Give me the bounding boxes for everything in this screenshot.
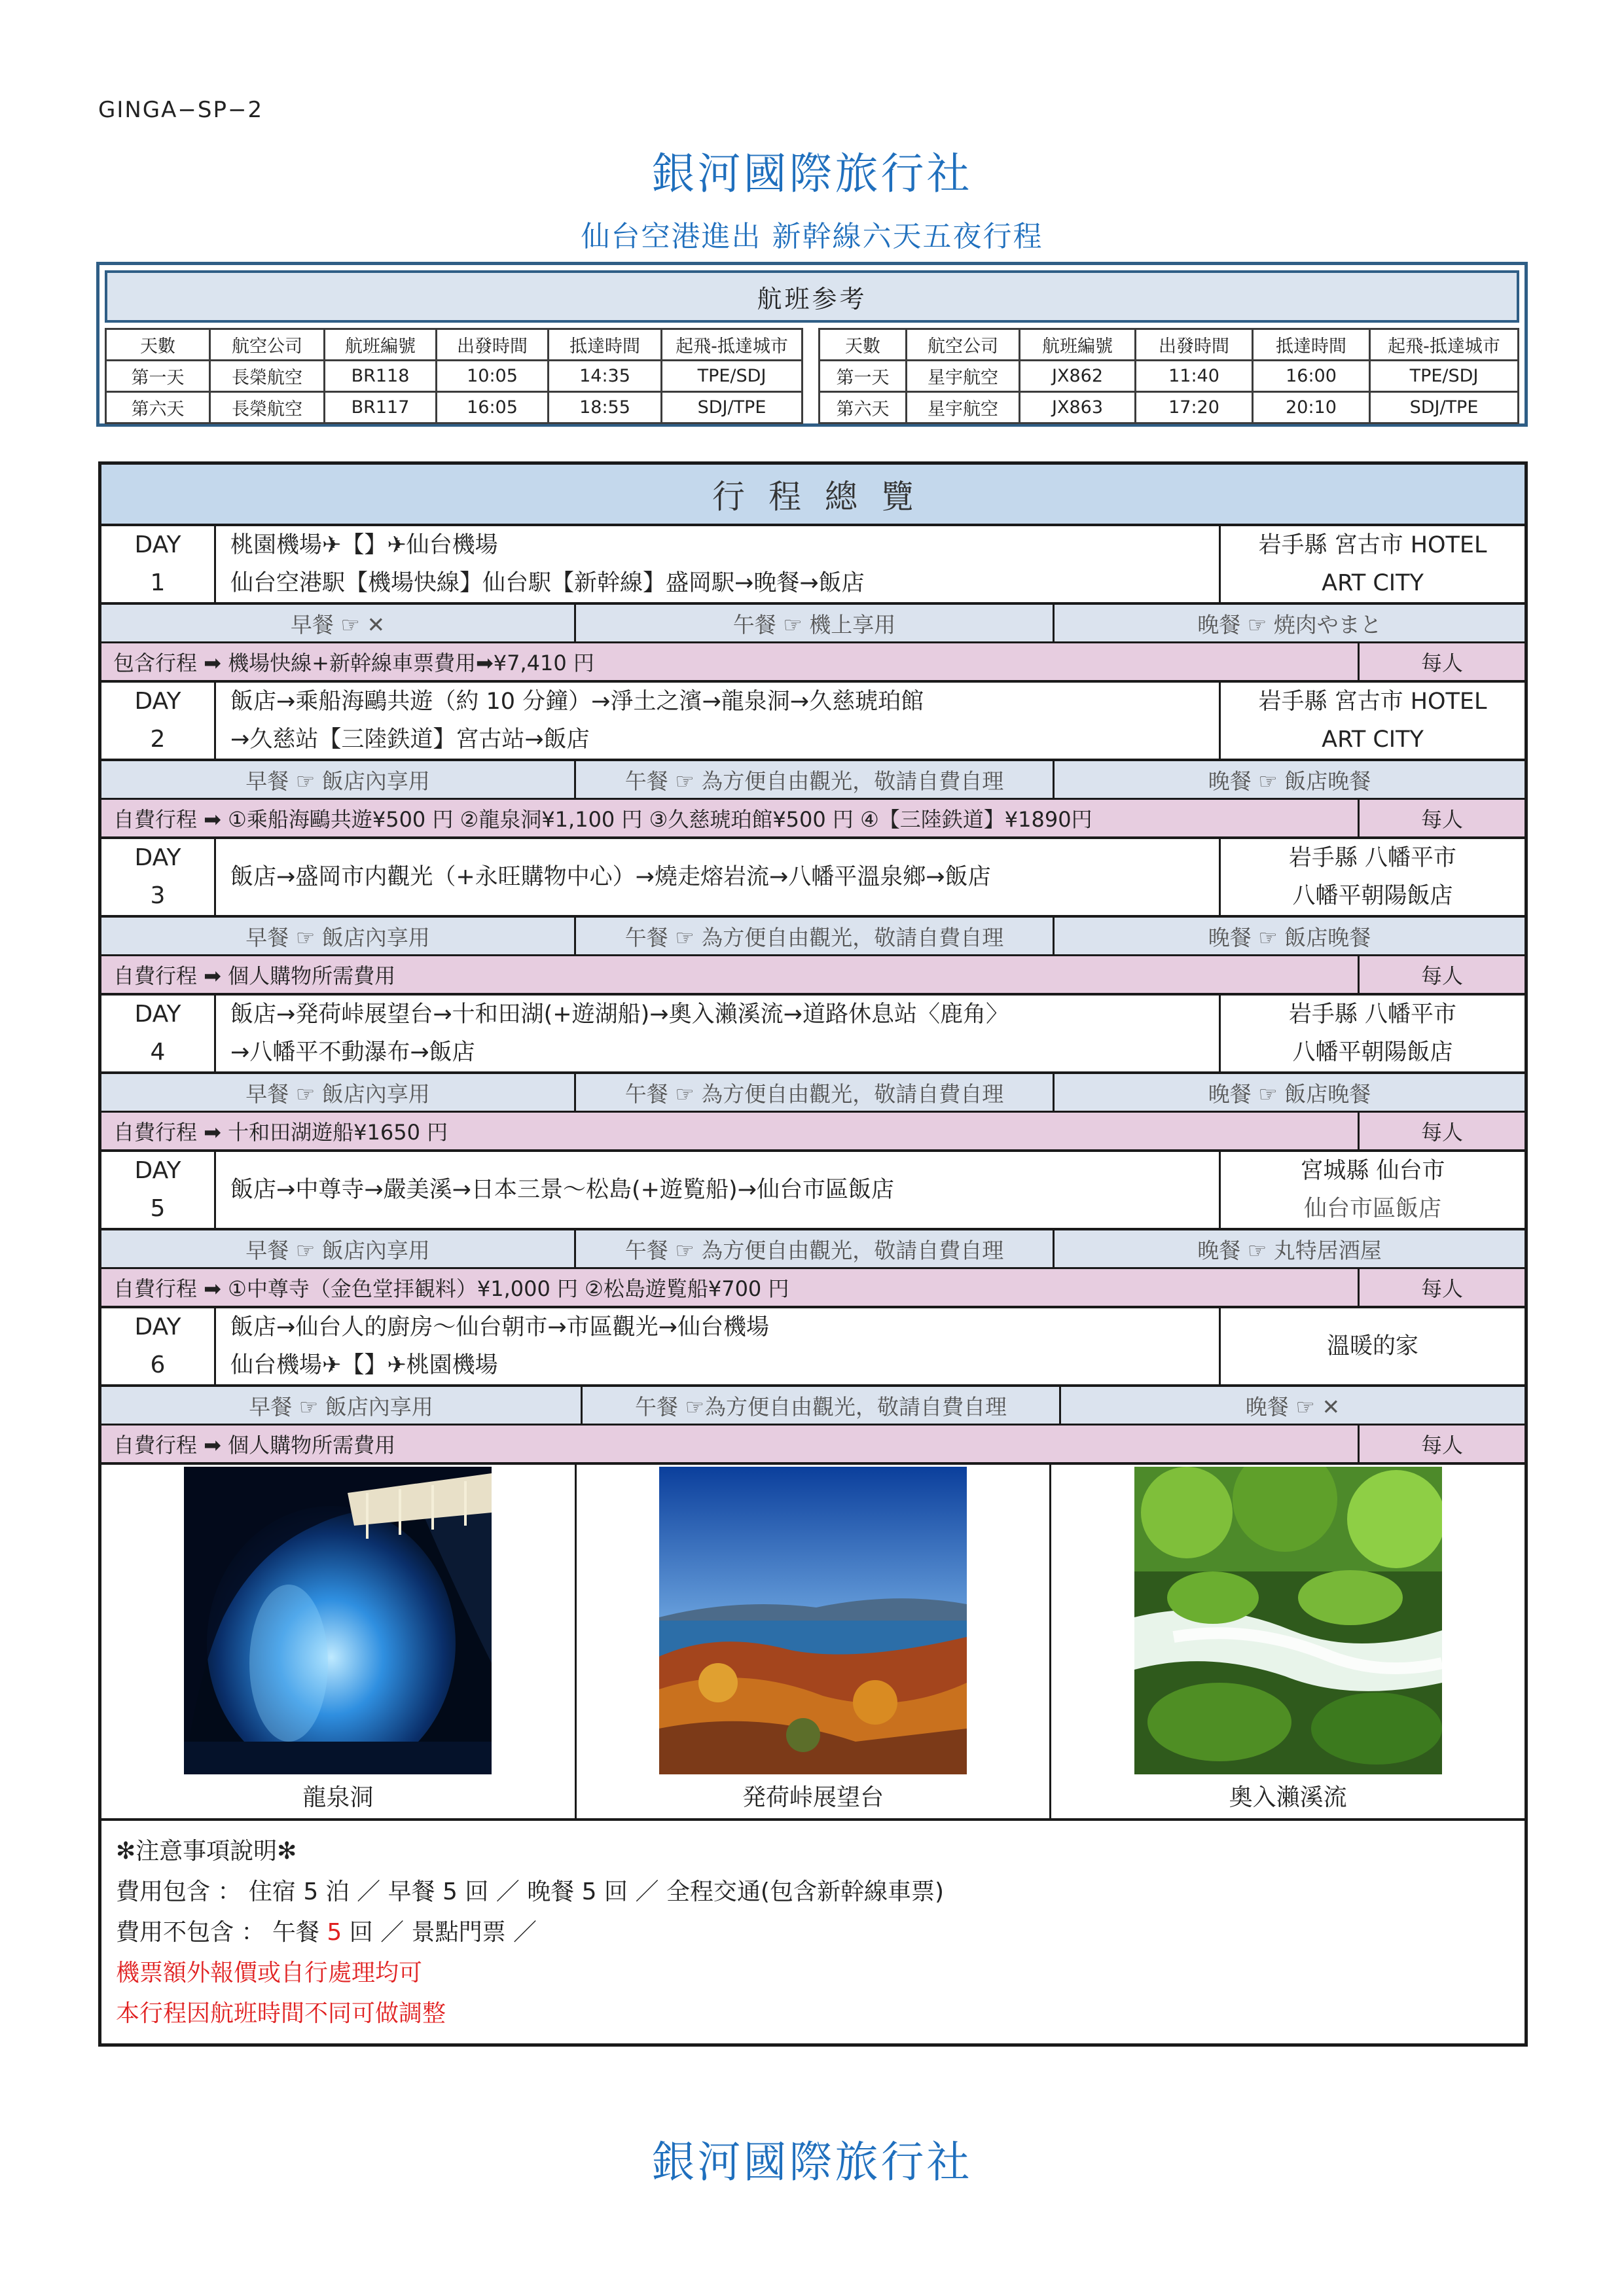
- route-line: 飯店→盛岡市内觀光（+永旺購物中心）→燒走熔岩流→八幡平溫泉鄉→飯店: [230, 864, 991, 890]
- dinner: 晚餐 ☞ 焼肉やまと: [1197, 611, 1382, 637]
- cell: SDJ/TPE: [1370, 392, 1519, 423]
- day-route: [216, 839, 1219, 915]
- day-row: [101, 526, 1525, 605]
- hotel-line: ART CITY: [1322, 726, 1424, 753]
- day-route: [216, 1308, 1219, 1384]
- meals-row: [101, 1074, 1525, 1113]
- day-number: [101, 526, 216, 602]
- cell: 11:40: [1136, 361, 1253, 392]
- option-text: 自費行程 ➡ ①乘船海鷗共遊¥500 円 ②龍泉洞¥1,100 円 ③久慈琥珀館¥500 円 ④【三陸鉄道】¥1890円: [101, 800, 1360, 836]
- cell: 第一天: [820, 361, 907, 392]
- day-hotel: [1219, 526, 1525, 602]
- per-person-label: 每人: [1420, 963, 1463, 988]
- photo-caption: 龍泉洞: [302, 1784, 374, 1811]
- document-code: GINGA−SP−2: [98, 97, 264, 123]
- cell: 20:10: [1253, 392, 1370, 423]
- col-day: 天數: [106, 329, 210, 361]
- breakfast: 早餐 ☞ 飯店內享用: [101, 918, 576, 954]
- col-flight-no: 航班編號: [1020, 329, 1136, 361]
- breakfast: 早餐 ☞ ✕: [101, 605, 576, 641]
- lunch: 午餐 ☞ 為方便自由觀光，敬請自費自理: [576, 918, 1055, 954]
- option-row: [101, 1426, 1525, 1465]
- photo-cell: [577, 1465, 1052, 1818]
- col-route: 起飛-抵達城市: [662, 329, 803, 361]
- day-num: 2: [150, 726, 166, 753]
- cell: 第六天: [820, 392, 907, 423]
- cell: 16:05: [437, 392, 549, 423]
- cell: JX862: [1020, 361, 1136, 392]
- itinerary-title: 行程總覽: [101, 465, 1525, 526]
- photo-row: [101, 1465, 1525, 1821]
- route-line: →八幡平不動瀑布→飯店: [230, 1039, 475, 1066]
- col-depart: 出發時間: [1136, 329, 1253, 361]
- excluded-lunch-count: 5: [327, 1919, 342, 1946]
- per-person-label: 每人: [1420, 1120, 1463, 1145]
- excluded-text: 回 ／ 景點門票 ／: [342, 1919, 537, 1946]
- option-row: [101, 643, 1525, 683]
- cell: 星宇航空: [907, 392, 1020, 423]
- option-text: 自費行程 ➡ 十和田湖遊船¥1650 円: [101, 1113, 1360, 1149]
- day-label: DAY: [134, 1001, 181, 1028]
- meals-row: [101, 918, 1525, 956]
- cell: 18:55: [549, 392, 662, 423]
- notes-warning: 機票額外報價或自行處理均可: [116, 1960, 423, 1986]
- day-number: [101, 996, 216, 1071]
- dinner: 晚餐 ☞ 飯店晚餐: [1208, 1081, 1371, 1107]
- company-name-bottom: 銀河國際旅行社: [651, 2137, 973, 2187]
- per-person-label: 每人: [1420, 1433, 1463, 1458]
- day-number: [101, 683, 216, 759]
- route-line: 飯店→乘船海鷗共遊（約 10 分鐘）→淨土之濱→龍泉洞→久慈琥珀館: [230, 689, 924, 715]
- cell: 16:00: [1253, 361, 1370, 392]
- day-row: [101, 1152, 1525, 1230]
- breakfast: 早餐 ☞ 飯店內享用: [101, 1387, 583, 1424]
- per-person-label: 每人: [1420, 1276, 1463, 1301]
- hotel-line: ART CITY: [1322, 570, 1424, 596]
- hotel-line: 仙台市區飯店: [1303, 1196, 1441, 1222]
- flight-reference-box: [96, 262, 1528, 427]
- notes-title: ✻注意事項說明✻: [116, 1838, 297, 1865]
- option-text: 自費行程 ➡ 個人購物所需費用: [101, 956, 1360, 993]
- day-number: [101, 839, 216, 915]
- route-line: 飯店→仙台人的廚房〜仙台朝市→市區觀光→仙台機場: [230, 1314, 769, 1340]
- hotel-line: 岩手縣 八幡平市: [1288, 845, 1457, 871]
- per-person-label: 每人: [1420, 651, 1463, 675]
- option-row: [101, 1269, 1525, 1308]
- day-row: [101, 839, 1525, 918]
- day-num: 4: [150, 1039, 166, 1066]
- meals-row: [101, 605, 1525, 643]
- per-person-label: 每人: [1420, 807, 1463, 832]
- table-row: [820, 361, 1519, 392]
- col-flight-no: 航班編號: [325, 329, 437, 361]
- day-hotel: [1219, 1308, 1525, 1384]
- option-text: 包含行程 ➡ 機場快線+新幹線車票費用➡¥7,410 円: [101, 643, 1360, 680]
- cell: 第六天: [106, 392, 210, 423]
- lunch: 午餐 ☞為方便自由觀光，敬請自費自理: [583, 1387, 1061, 1424]
- lunch: 午餐 ☞ 為方便自由觀光，敬請自費自理: [576, 761, 1055, 798]
- table-row: [106, 392, 803, 423]
- company-name-top: 銀河國際旅行社: [651, 149, 973, 199]
- notes-warning: 本行程因航班時間不同可做調整: [116, 2000, 446, 2027]
- notes-excluded: [116, 1912, 1510, 1953]
- cell: 長榮航空: [210, 392, 325, 423]
- hotel-line: 八幡平朝陽飯店: [1292, 883, 1453, 909]
- notes-included: 費用包含 ： 住宿 5 泊 ／ 早餐 5 回 ／ 晚餐 5 回 ／ 全程交通(包含新幹線車票): [116, 1878, 945, 1905]
- day-number: [101, 1308, 216, 1384]
- dinner: 晚餐 ☞ 丸特居酒屋: [1197, 1237, 1382, 1263]
- day-num: 1: [150, 569, 166, 596]
- option-text: 自費行程 ➡ ①中尊寺（金色堂拝観料）¥1,000 円 ②松島遊覧船¥700 円: [101, 1269, 1360, 1306]
- day-num: 6: [150, 1352, 166, 1378]
- day-num: 5: [150, 1195, 166, 1222]
- day-route: [216, 683, 1219, 759]
- col-arrive: 抵達時間: [549, 329, 662, 361]
- day-number: [101, 1152, 216, 1228]
- option-text: 自費行程 ➡ 個人購物所需費用: [101, 1426, 1360, 1462]
- cell: 10:05: [437, 361, 549, 392]
- day-route: [216, 1152, 1219, 1228]
- cell: TPE/SDJ: [662, 361, 803, 392]
- cell: 長榮航空: [210, 361, 325, 392]
- lunch: 午餐 ☞ 為方便自由觀光，敬請自費自理: [576, 1074, 1055, 1111]
- dinner: 晚餐 ☞ 飯店晚餐: [1208, 924, 1371, 950]
- hotel-line: 八幡平朝陽飯店: [1292, 1039, 1453, 1066]
- day-label: DAY: [134, 1157, 181, 1184]
- meals-row: [101, 1230, 1525, 1269]
- cell: 14:35: [549, 361, 662, 392]
- route-line: →久慈站【三陸鉄道】宮古站→飯店: [230, 726, 590, 753]
- col-day: 天數: [820, 329, 907, 361]
- day-label: DAY: [134, 1314, 181, 1340]
- flight-table-starlux: [818, 328, 1519, 424]
- dinner: 晚餐 ☞ ✕: [1245, 1393, 1341, 1420]
- col-airline: 航空公司: [907, 329, 1020, 361]
- col-airline: 航空公司: [210, 329, 325, 361]
- option-row: [101, 956, 1525, 996]
- flight-table-eva: [105, 328, 803, 424]
- cell: 17:20: [1136, 392, 1253, 423]
- route-line: 仙台空港駅【機場快線】仙台駅【新幹線】盛岡駅→晚餐→飯店: [230, 570, 865, 596]
- hotel-line: 岩手縣 八幡平市: [1288, 1001, 1457, 1028]
- breakfast: 早餐 ☞ 飯店內享用: [101, 1074, 576, 1111]
- dinner: 晚餐 ☞ 飯店晚餐: [1208, 768, 1371, 794]
- excluded-text: 費用不包含 ： 午餐: [116, 1919, 327, 1946]
- col-depart: 出發時間: [437, 329, 549, 361]
- day-route: [216, 526, 1219, 602]
- cell: 星宇航空: [907, 361, 1020, 392]
- option-row: [101, 1113, 1525, 1152]
- table-row: [820, 392, 1519, 423]
- day-row: [101, 683, 1525, 761]
- lunch: 午餐 ☞ 為方便自由觀光，敬請自費自理: [576, 1230, 1055, 1267]
- day-num: 3: [150, 882, 166, 909]
- tour-subtitle: 仙台空港進出 新幹線六天五夜行程: [581, 220, 1043, 253]
- hotel-line: 溫暖的家: [1326, 1333, 1418, 1359]
- photo-caption: 発荷峠展望台: [742, 1784, 884, 1811]
- day-row: [101, 1308, 1525, 1387]
- flight-reference-title: 航班参考: [105, 270, 1519, 323]
- meals-row: [101, 1387, 1525, 1426]
- cave-photo: [184, 1467, 492, 1774]
- day-hotel: [1219, 1152, 1525, 1228]
- cell: JX863: [1020, 392, 1136, 423]
- route-line: 飯店→発荷峠展望台→十和田湖(+遊湖船)→奧入瀨溪流→道路休息站〈鹿角〉: [230, 1001, 1009, 1028]
- table-row: [106, 361, 803, 392]
- hotel-line: 岩手縣 宮古市 HOTEL: [1258, 689, 1487, 715]
- route-line: 仙台機場✈【】✈桃園機場: [230, 1352, 498, 1378]
- itinerary-table: [98, 461, 1528, 2047]
- lake-photo: [659, 1467, 967, 1774]
- photo-caption: 奧入瀨溪流: [1229, 1784, 1347, 1811]
- cell: TPE/SDJ: [1370, 361, 1519, 392]
- breakfast: 早餐 ☞ 飯店內享用: [101, 761, 576, 798]
- meals-row: [101, 761, 1525, 800]
- day-route: [216, 996, 1219, 1071]
- cell: BR117: [325, 392, 437, 423]
- lunch: 午餐 ☞ 機上享用: [576, 605, 1055, 641]
- breakfast: 早餐 ☞ 飯店內享用: [101, 1230, 576, 1267]
- stream-photo: [1134, 1467, 1442, 1774]
- photo-cell: [1051, 1465, 1525, 1818]
- hotel-line: 宮城縣 仙台市: [1300, 1158, 1445, 1184]
- notes-section: [101, 1821, 1525, 2043]
- day-label: DAY: [134, 531, 181, 558]
- day-hotel: [1219, 996, 1525, 1071]
- route-line: 桃園機場✈【】✈仙台機場: [230, 532, 498, 558]
- day-row: [101, 996, 1525, 1074]
- photo-cell: [101, 1465, 577, 1818]
- cell: BR118: [325, 361, 437, 392]
- cell: SDJ/TPE: [662, 392, 803, 423]
- cell: 第一天: [106, 361, 210, 392]
- day-label: DAY: [134, 844, 181, 871]
- col-arrive: 抵達時間: [1253, 329, 1370, 361]
- day-hotel: [1219, 683, 1525, 759]
- option-row: [101, 800, 1525, 839]
- day-hotel: [1219, 839, 1525, 915]
- day-label: DAY: [134, 688, 181, 715]
- hotel-line: 岩手縣 宮古市 HOTEL: [1258, 532, 1487, 558]
- route-line: 飯店→中尊寺→嚴美溪→日本三景〜松島(+遊覧船)→仙台市區飯店: [230, 1177, 894, 1203]
- col-route: 起飛-抵達城市: [1370, 329, 1519, 361]
